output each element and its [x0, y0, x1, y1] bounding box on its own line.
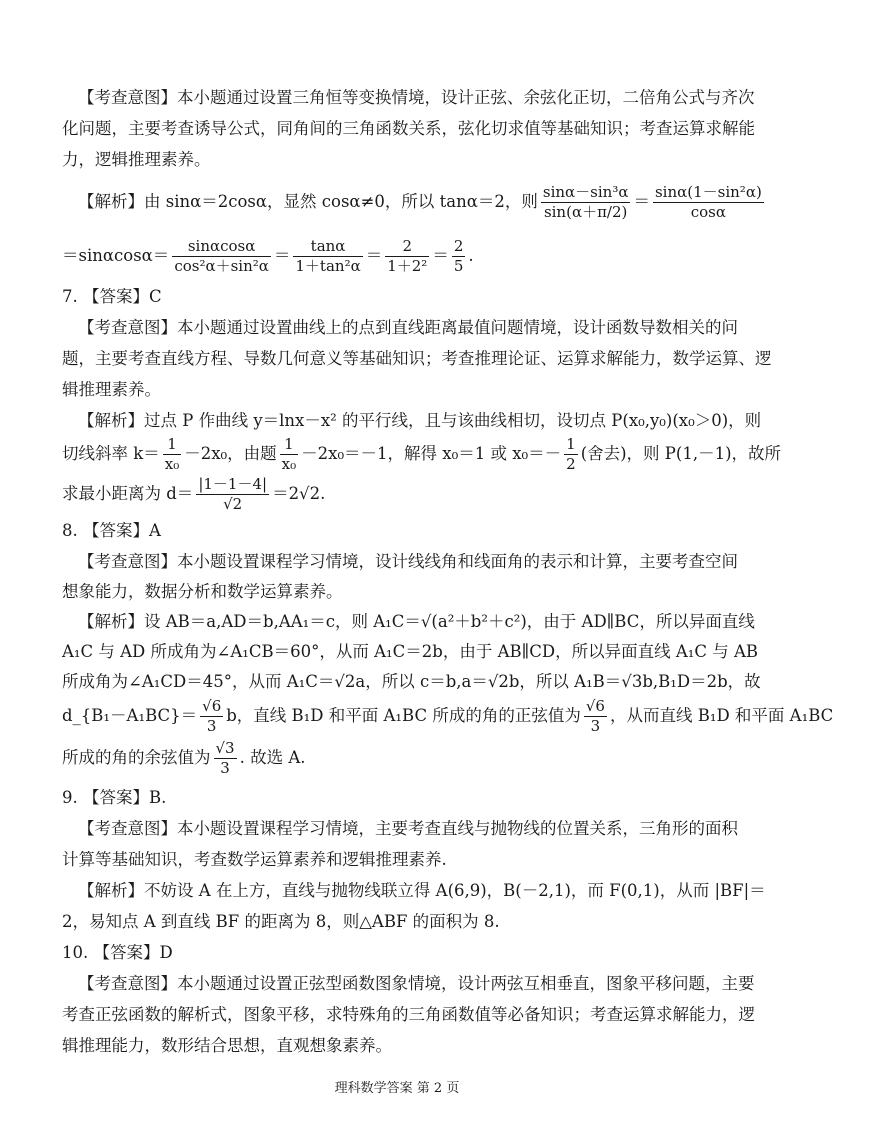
q7-fraction-b	[280, 435, 298, 474]
p6-fraction-5	[385, 237, 429, 276]
fraction-denominator: 3	[220, 758, 230, 777]
q7-intent-line2: 题，主要考查直线方程、导数几何意义等基础知识；考查推理论证、运算求解能力，数学运算、逻	[62, 349, 772, 368]
q7-text-c: －2x₀＝－1，解得 x₀＝1 或 x₀＝－	[301, 444, 562, 463]
q7-intent-line3: 辑推理素养。	[62, 380, 161, 399]
q7-fraction-c	[564, 435, 578, 474]
q7-text-d: (舍去)，则 P(1,－1)，故所	[580, 444, 782, 463]
p6-frac4-num: tanα	[293, 237, 362, 257]
q8-cosine-text: 所成的角的余弦值为	[62, 748, 211, 767]
q7-fraction-a	[163, 435, 181, 474]
fraction-denominator: √2	[223, 494, 243, 513]
p6-frac2-den: cosα	[690, 202, 727, 221]
p6-frac3-den: cos²α＋sin²α	[174, 256, 269, 275]
fraction-numerator: √6	[585, 696, 605, 715]
fraction-numerator: √6	[202, 696, 222, 715]
q8-fraction-c	[214, 739, 237, 778]
q9-solution-line1: 【解析】不妨设 A 在上方，直线与抛物线联立得 A(6,9)，B(－2,1)，而 F(0,1)，从而 |BF|＝	[78, 881, 766, 900]
fraction-numerator: 1	[163, 435, 181, 455]
q9-intent-line1: 【考查意图】本小题设置课程学习情境，主要考查直线与抛物线的位置关系，三角形的面积	[78, 819, 738, 838]
fraction-numerator: 1	[566, 434, 576, 453]
p6-frac6-num: 2	[453, 236, 464, 255]
q10-answer: 10. 【答案】D	[62, 943, 173, 962]
q8-solution-line4	[0, 694, 856, 738]
q7-solution-line1: 【解析】过点 P 作曲线 y＝lnx－x² 的平行线，且与该曲线相切，设切点 P(x₀,y₀)(x₀＞0)，则	[78, 411, 762, 430]
q7-distance-result: ＝2√2.	[272, 484, 326, 503]
q7-distance-text: 求最小距离为 d＝	[62, 484, 194, 503]
p6-frac5-den: 1＋2²	[387, 256, 428, 275]
q7-slope-text: 切线斜率 k＝	[62, 444, 160, 463]
fraction-numerator: |1－1－4|	[198, 474, 268, 493]
p6-frac2-num: sinα(1－sin²α)	[654, 182, 762, 201]
p6-frac4-den: 1＋tan²α	[295, 256, 361, 275]
p6-intent-line2: 化问题，主要考查诱导公式，同角间的三角函数关系，弦化切求值等基础知识；考查运算求解能	[62, 119, 755, 138]
q7-text-b: －2x₀，由题	[184, 444, 277, 463]
q7-solution-line3	[0, 472, 856, 516]
q8-answer: 8. 【答案】A	[62, 521, 161, 540]
fraction-numerator: √3	[215, 738, 235, 757]
q7-intent-line1: 【考查意图】本小题通过设置曲线上的点到直线距离最值问题情境，设计函数导数相关的问	[78, 318, 738, 337]
p6-frac1-num: sinα－sin³α	[542, 182, 629, 201]
q7-answer: 7. 【答案】C	[62, 287, 162, 306]
q9-intent-line2: 计算等基础知识，考查数学运算素养和逻辑推理素养.	[62, 850, 447, 869]
fraction-denominator: x₀	[164, 454, 180, 473]
q8-solution-line3: 所成角为∠A₁CD＝45°，从而 A₁C＝√2a，所以 c＝b,a＝√2b，所以 A₁B＝√3b,B₁D＝2b，故	[62, 672, 761, 691]
q8-intent-line2: 想象能力，数据分析和数学运算素养。	[62, 582, 343, 601]
equals-sign: ＝	[432, 246, 449, 265]
p6-fraction-6	[452, 237, 466, 276]
q7-distance-fraction	[196, 475, 269, 514]
p6-fraction-3	[172, 237, 271, 276]
p6-solution-line1	[0, 180, 872, 224]
p6-intent-line3: 力，逻辑推理素养。	[62, 150, 211, 169]
fraction-denominator: x₀	[281, 454, 297, 473]
fraction-denominator: 2	[566, 454, 576, 473]
p6-frac3-num: sinαcosα	[172, 237, 271, 257]
p6-frac1-den: sin(α＋π/2)	[543, 202, 628, 221]
p6-line2-start: ＝sinαcosα＝	[62, 246, 170, 265]
q8-fraction-b	[584, 697, 607, 736]
p6-frac6-den: 5	[453, 256, 464, 275]
fraction-denominator: 3	[206, 716, 217, 735]
fraction-denominator: 3	[590, 716, 601, 735]
period: .	[468, 246, 474, 265]
q8-solution-line5	[0, 736, 856, 780]
equals-sign: ＝	[365, 246, 383, 265]
p6-fraction-1	[541, 183, 631, 222]
q10-intent-line1: 【考查意图】本小题通过设置正弦型函数图象情境，设计两弦互相垂直，图象平移问题，主要	[78, 974, 755, 993]
q9-solution-line2: 2，易知点 A 到直线 BF 的距离为 8，则△ABF 的面积为 8.	[62, 912, 500, 931]
q10-intent-line3: 辑推理能力，数形结合思想，直观想象素养。	[62, 1036, 392, 1055]
p6-frac5-num: 2	[385, 237, 429, 257]
p6-solution-line2	[0, 234, 856, 278]
q8-text-b: b，直线 B₁D 和平面 A₁BC 所成的角的正弦值为	[226, 706, 581, 725]
fraction-numerator: 1	[280, 435, 298, 455]
q8-fraction-a	[200, 697, 223, 736]
q8-intent-line1: 【考查意图】本小题设置课程学习情境，设计线线角和线面角的表示和计算，主要考查空间	[78, 552, 738, 571]
equals-sign: ＝	[273, 246, 291, 265]
p6-intent-line1: 【考查意图】本小题通过设置三角恒等变换情境，设计正弦、余弦化正切，二倍角公式与齐次	[78, 88, 755, 107]
q7-solution-line2	[0, 432, 856, 476]
q8-solution-line1: 【解析】设 AB＝a,AD＝b,AA₁＝c，则 A₁C＝√(a²＋b²＋c²)，由于 AD∥BC，所以异面直线	[78, 612, 755, 631]
page-footer: 理科数学答案 第 2 页	[334, 1081, 460, 1096]
p6-fraction-2	[653, 183, 764, 222]
q8-text-c: ，从而直线 B₁D 和平面 A₁BC	[609, 706, 834, 725]
q10-intent-line2: 考查正弦函数的解析式，图象平移，求特殊角的三角函数值等必备知识；考查运算求解能力，逻	[62, 1005, 755, 1024]
p6-fraction-4	[293, 237, 362, 276]
q8-choice-text: . 故选 A.	[239, 748, 306, 767]
q9-answer: 9. 【答案】B.	[62, 788, 167, 807]
q8-solution-line2: A₁C 与 AD 所成角为∠A₁CB＝60°，从而 A₁C＝2b，由于 AB∥CD，所以异面直线 A₁C 与 AB	[62, 642, 759, 661]
q8-distance-label: d_{B₁－A₁BC}＝	[62, 706, 198, 725]
p6-solution-prefix: 【解析】由 sinα＝2cosα，显然 cosα≠0，所以 tanα＝2，则	[78, 192, 538, 211]
p6-equals: ＝	[633, 192, 650, 211]
